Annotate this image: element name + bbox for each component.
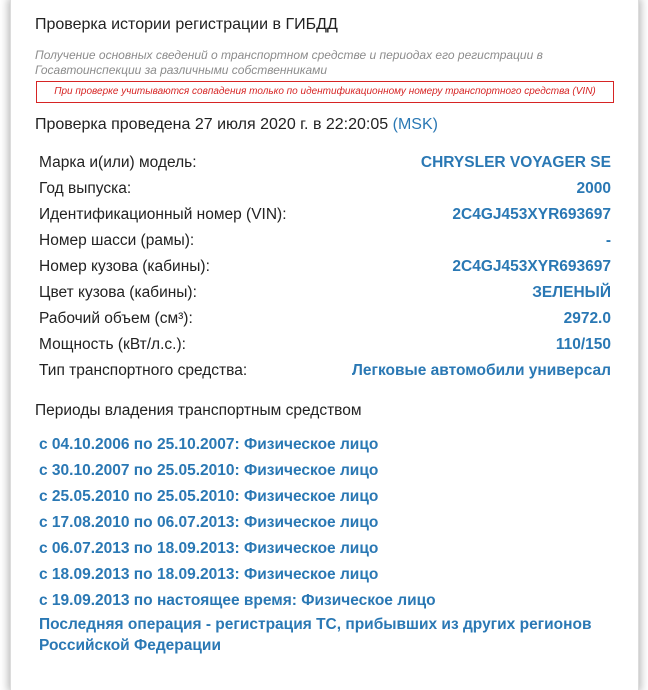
- ownership-period-item: с 19.09.2013 по настоящее время: Физическое лицо: [39, 592, 436, 609]
- vehicle-row-model: [39, 152, 611, 178]
- ownership-period-item: с 06.07.2013 по 18.09.2013: Физическое лицо: [39, 540, 379, 557]
- vehicle-value: -: [605, 232, 611, 249]
- vehicle-label: Идентификационный номер (VIN):: [39, 206, 287, 223]
- vehicle-row-power: [39, 334, 611, 360]
- check-timezone: (MSK): [392, 116, 438, 133]
- ownership-period-item: с 25.05.2010 по 25.05.2010: Физическое лицо: [39, 488, 379, 505]
- vehicle-row-vin: [39, 204, 611, 230]
- vehicle-label: Номер шасси (рамы):: [39, 232, 195, 249]
- vehicle-row-body-number: [39, 256, 611, 282]
- vin-warning-notice: При проверке учитываются совпадения только по идентификационному номеру транспортного средства (VIN): [36, 81, 614, 103]
- ownership-periods-heading: Периоды владения транспортным средством: [35, 402, 362, 419]
- vehicle-value: 2C4GJ453XYR693697: [452, 258, 611, 275]
- ownership-period-item: с 17.08.2010 по 06.07.2013: Физическое лицо: [39, 514, 379, 531]
- ownership-period-item: с 04.10.2006 по 25.10.2007: Физическое лицо: [39, 436, 379, 453]
- vehicle-value: 110/150: [555, 336, 611, 353]
- vehicle-info-table: [39, 152, 611, 386]
- vehicle-label: Год выпуска:: [39, 180, 132, 197]
- vehicle-row-color: [39, 282, 611, 308]
- vehicle-label: Мощность (кВт/л.с.):: [39, 336, 186, 353]
- vehicle-row-type: [39, 360, 611, 386]
- vehicle-label: Тип транспортного средства:: [39, 362, 248, 379]
- vehicle-row-displacement: [39, 308, 611, 334]
- page-subtitle: Получение основных сведений о транспортном средстве и периодах его регистрации в Госавтоинспекции за различными собственниками: [35, 48, 543, 77]
- check-timestamp-text: Проверка проведена 27 июля 2020 г. в 22:20:05: [35, 116, 389, 133]
- ownership-period-item: с 30.10.2007 по 25.05.2010: Физическое лицо: [39, 462, 379, 479]
- ownership-period-item: с 18.09.2013 по 18.09.2013: Физическое лицо: [39, 566, 379, 583]
- last-operation: Последняя операция - регистрация ТС, прибывших из других регионов Российской Федерации: [39, 616, 592, 654]
- vehicle-label: Цвет кузова (кабины):: [39, 284, 197, 301]
- vehicle-value: Легковые автомобили универсал: [352, 362, 611, 379]
- vehicle-label: Номер кузова (кабины):: [39, 258, 210, 275]
- vehicle-row-year: [39, 178, 611, 204]
- vehicle-label: Рабочий объем (см³):: [39, 310, 193, 327]
- vehicle-value: 2972.0: [563, 310, 611, 327]
- check-timestamp: [35, 116, 438, 134]
- vehicle-value: ЗЕЛЕНЫЙ: [532, 284, 611, 301]
- report-card: [10, 0, 639, 690]
- vehicle-label: Марка и(или) модель:: [39, 154, 197, 171]
- vehicle-row-chassis: [39, 230, 611, 256]
- vehicle-value: 2000: [576, 180, 611, 197]
- vehicle-value: CHRYSLER VOYAGER SE: [420, 154, 611, 171]
- ownership-periods-list: [39, 434, 436, 616]
- page-title: Проверка истории регистрации в ГИБДД: [35, 16, 338, 33]
- vehicle-value: 2C4GJ453XYR693697: [452, 206, 611, 223]
